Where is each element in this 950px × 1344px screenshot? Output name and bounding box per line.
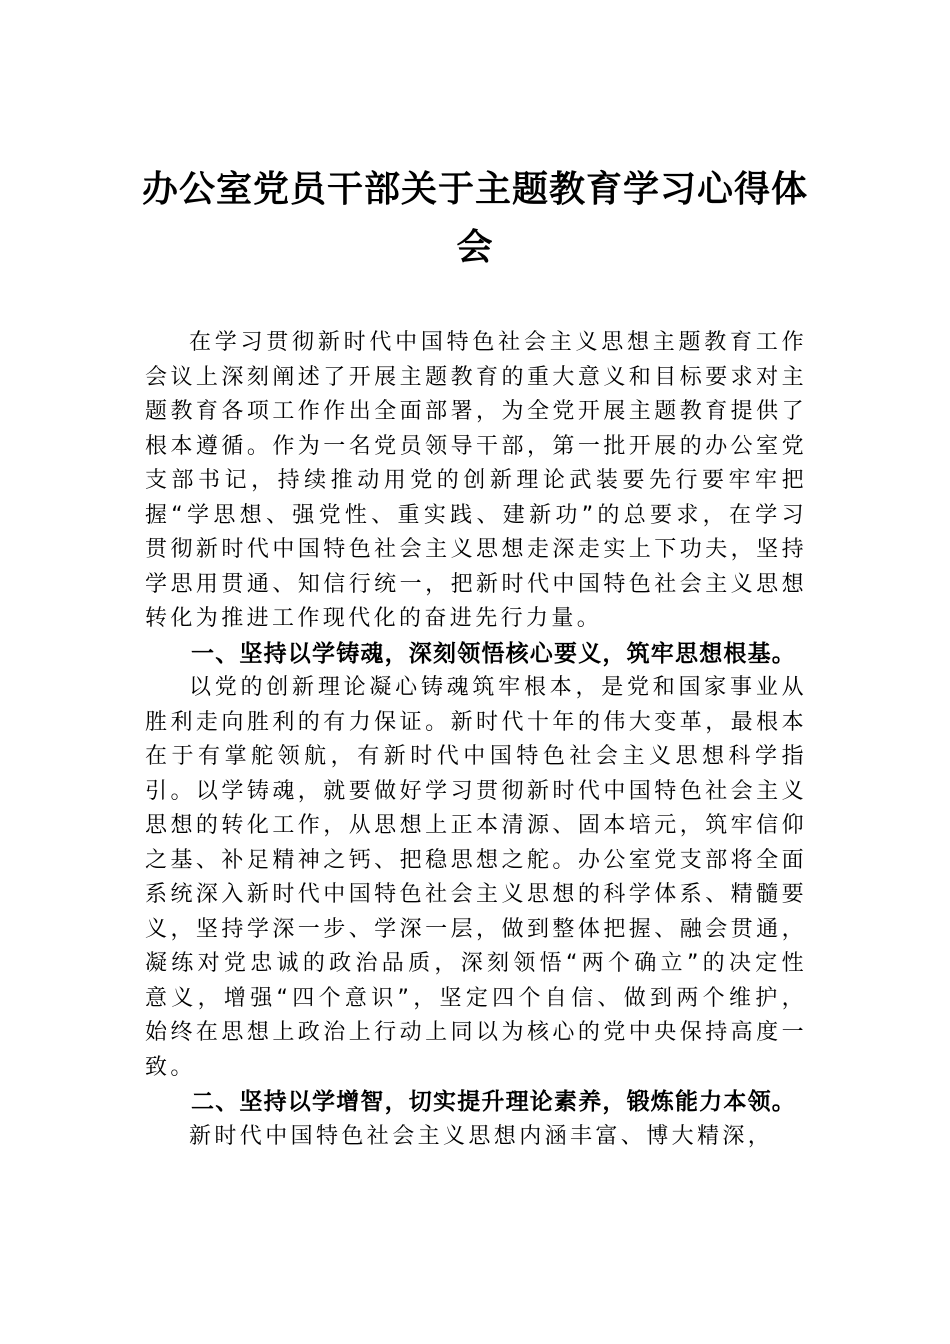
intro-paragraph: 在学习贯彻新时代中国特色社会主义思想主题教育工作会议上深刻阐述了开展主题教育的重大意义和目标要求对主题教育各项工作作出全面部署，为全党开展主题教育提供了根本遵循。作为一名党员领导干部，第一批开展的办公室党支部书记，持续推动用党的创新理论武装要先行要牢牢把握“学思想、强党性、重实践、建新功”的总要求，在学习贯彻新时代中国特色社会主义思想走深走实上下功夫，坚持学思用贯通、知信行统一，把新时代中国特色社会主义思想转化为推进工作现代化的奋进先行力量。 <box>145 330 807 631</box>
section-1-paragraph: 以党的创新理论凝心铸魂筑牢根本，是党和国家事业从胜利走向胜利的有力保证。新时代十年的伟大变革，最根本在于有掌舵领航，有新时代中国特色社会主义思想科学指引。以学铸魂，就要做好学习贯彻新时代中国特色社会主义思想的转化工作，从思想上正本清源、固本培元，筑牢信仰之基、补足精神之钙、把稳思想之舵。办公室党支部将全面系统深入新时代中国特色社会主义思想的科学体系、精髓要义，坚持学深一步、学深一层，做到整体把握、融会贯通，凝练对党忠诚的政治品质，深刻领悟“两个确立”的决定性意义，增强“四个意识”，坚定四个自信、做到两个维护，始终在思想上政治上行动上同以为核心的党中央保持高度一致。 <box>145 675 807 1080</box>
section-2-paragraph: 新时代中国特色社会主义思想内涵丰富、博大精深， <box>189 1123 774 1149</box>
section-heading-2: 二、坚持以学增智，切实提升理论素养，锻炼能力本领。 <box>191 1089 796 1115</box>
section-heading-1: 一、坚持以学铸魂，深刻领悟核心要义，筑牢思想根基。 <box>191 640 796 667</box>
document-title: 办公室党员干部关于主题教育学习心得体会 <box>141 168 808 268</box>
document-body <box>145 326 807 1154</box>
